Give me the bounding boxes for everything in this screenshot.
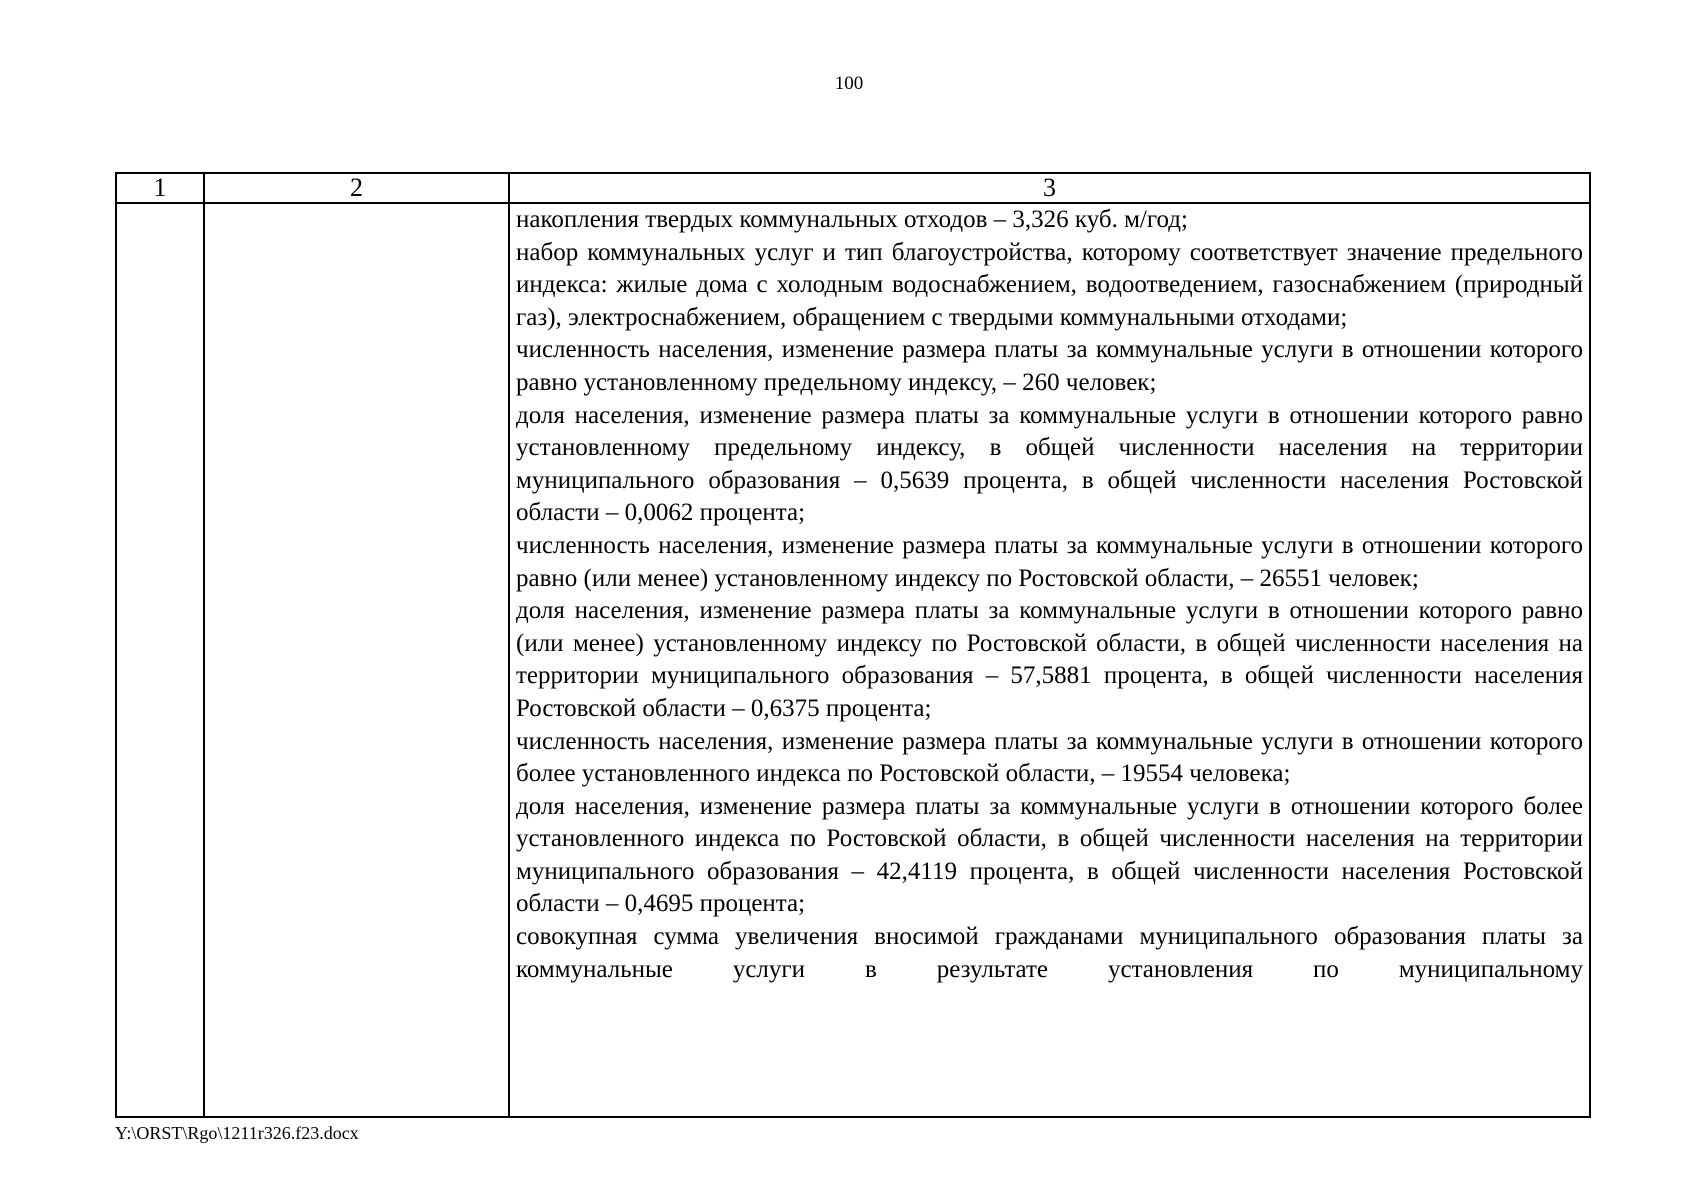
column-2-cell	[204, 203, 509, 1117]
table-body-row	[116, 203, 1590, 1117]
content-table	[115, 172, 1591, 1118]
column-header-3: 3	[509, 173, 1590, 203]
paragraph-waste-volume: накопления твердых коммунальных отходов – 3,326 куб. м/год;	[516, 206, 1188, 233]
paragraph-population-equal-or-less-regional: численность населения, изменение размера платы за коммунальные услуги в отношении которого равно (или менее) установленному индексу по Ростовской области, – 26551 человек;	[516, 531, 1583, 592]
paragraph-services-set: набор коммунальных услуг и тип благоустройства, которому соответствует значение предельного индекса: жилые дома с холодным водоснабжением, водоотведением, газоснабжением (природный газ), электроснабжением, обращением с твердыми коммунальными отходами;	[516, 238, 1583, 331]
paragraph-share-above-regional: доля населения, изменение размера платы за коммунальные услуги в отношении которого более установленного индекса по Ростовской области, в общей численности населения на территории муниципального образования – 42,4119 процента, в общей численности населения Ростовской области – 0,4695 процента;	[516, 792, 1583, 918]
paragraph-share-equal-limit: доля населения, изменение размера платы за коммунальные услуги в отношении которого равно установленному предельному индексу, в общей численности населения на территории муниципального образования – 0,5639 процента, в общей численности населения Ростовской области – 0,0062 процента;	[516, 401, 1583, 527]
paragraph-total-increase: совокупная сумма увеличения вносимой гражданами муниципального образования платы за коммунальные услуги в результате установления по муниципальному	[516, 923, 1583, 983]
column-header-1: 1	[116, 173, 204, 203]
column-header-2: 2	[204, 173, 509, 203]
footer-file-path: Y:\ORST\Rgo\1211r326.f23.docx	[115, 1123, 359, 1143]
page-number: 100	[834, 73, 864, 94]
paragraph-population-equal-limit: численность населения, изменение размера платы за коммунальные услуги в отношении которого равно установленному предельному индексу, – 260 человек;	[516, 336, 1583, 396]
column-1-cell	[116, 203, 204, 1117]
column-3-cell	[509, 203, 1590, 1117]
paragraph-share-equal-or-less-regional: доля населения, изменение размера платы за коммунальные услуги в отношении которого равно (или менее) установленному индексу по Ростовской области, в общей численности населения на территории муниципального образования – 57,5881 процента, в общей численности населения Ростовской области – 0,6375 процента;	[516, 597, 1583, 722]
table-header-row	[116, 173, 1590, 203]
paragraph-population-above-regional: численность населения, изменение размера платы за коммунальные услуги в отношении которого более установленного индекса по Ростовской области, – 19554 человека;	[516, 727, 1583, 788]
